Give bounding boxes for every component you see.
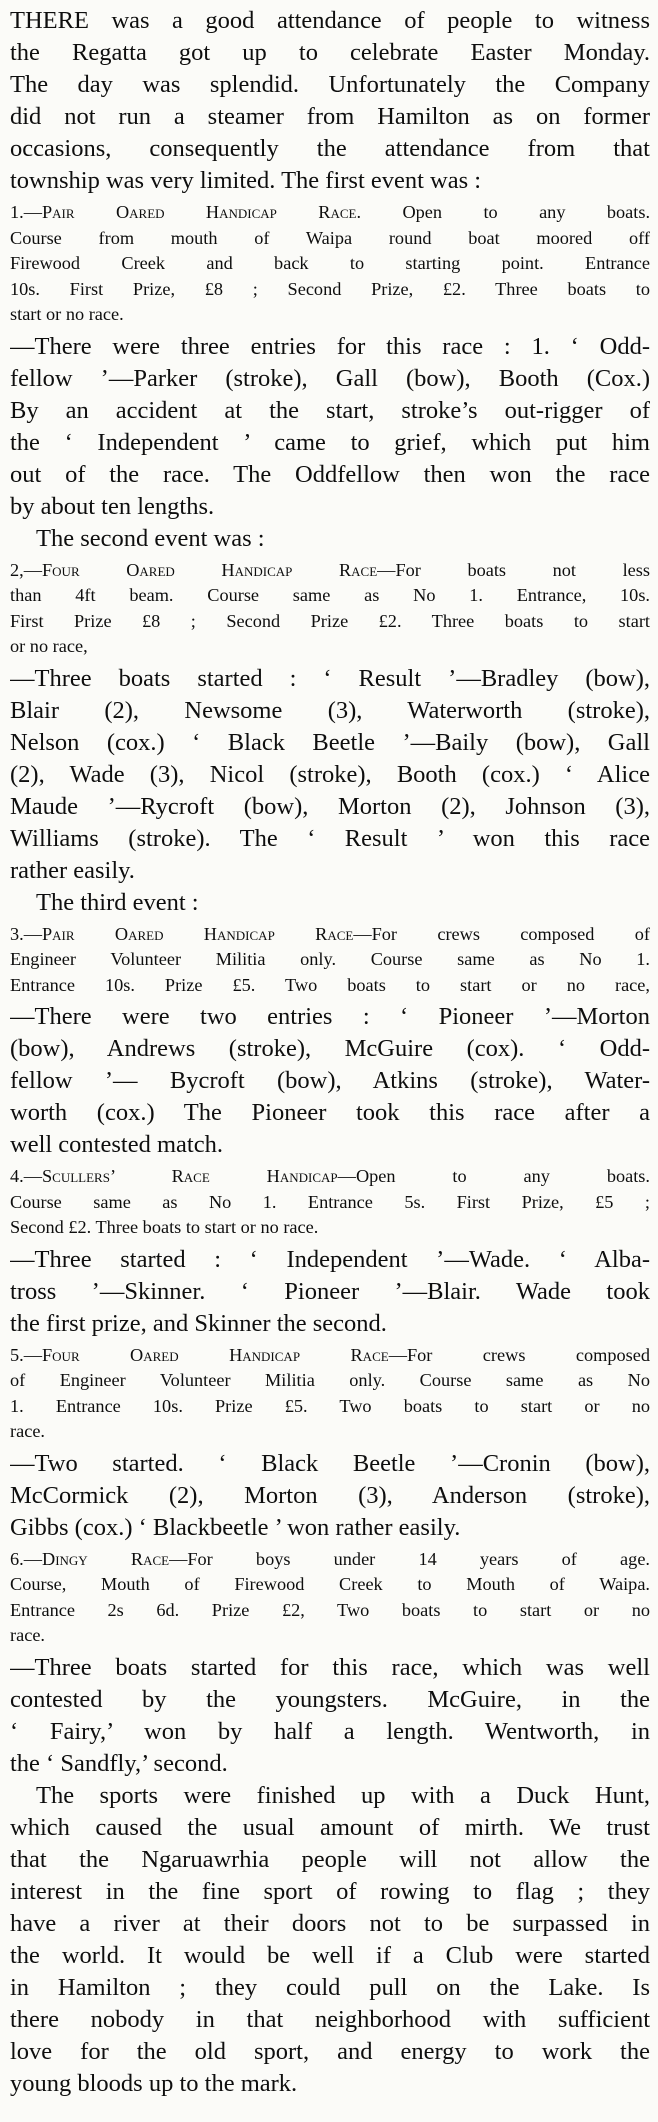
event-3-result xyxy=(10,1001,650,1161)
event-3-details xyxy=(10,923,650,998)
event-number: 5.— xyxy=(10,1344,42,1365)
text-line: —There were two entries : ‘ Pioneer ’—Morton xyxy=(10,1003,650,1030)
event-text: —Open to any boats. xyxy=(337,1166,650,1186)
text-line: which caused the usual amount of mirth. We trust xyxy=(10,1813,650,1841)
event-heading-line xyxy=(10,201,650,225)
event-heading-line xyxy=(10,559,650,583)
text-line: —Two started. ‘ Black Beetle ’—Cronin (bow), xyxy=(10,1449,650,1477)
text-line: fellow ’— Bycroft (bow), Atkins (stroke), Water- xyxy=(10,1067,650,1094)
event-text: —For boats not less xyxy=(377,559,650,580)
event-title: Scullers’ Race Handicap xyxy=(42,1166,338,1186)
event-title: Pair Oared Handicap Race xyxy=(42,923,354,944)
text-line: McCormick (2), Morton (3), Anderson (stroke), xyxy=(10,1481,650,1509)
event-line: Firewood Creek and back to starting point. Entrance xyxy=(10,253,650,273)
event-6-result xyxy=(10,1652,650,1780)
text-line: the world. It would be well if a Club were started xyxy=(10,1941,650,1969)
text-line: Nelson (cox.) ‘ Black Beetle ’—Baily (bow), Gall xyxy=(10,728,650,756)
event-title: Four Oared Handicap Race xyxy=(42,559,378,580)
event-2-details xyxy=(10,559,650,659)
text-line: township was very limited. The first event was : xyxy=(10,167,482,194)
event-text: Open to any boats. xyxy=(361,202,650,222)
event-number: 1.— xyxy=(10,202,42,222)
event-text: —For boys under 14 years of age. xyxy=(169,1548,650,1569)
closing-paragraph xyxy=(10,1780,650,2100)
text-line: —Three boats started for this race, which was well xyxy=(10,1653,650,1681)
text-line: well contested match. xyxy=(10,1131,223,1158)
text-line: —Three boats started : ‘ Result ’—Bradley (bow), xyxy=(10,664,650,692)
text-line: love for the old sport, and energy to work the xyxy=(10,2037,650,2065)
text-line: tross ’—Skinner. ‘ Pioneer ’—Blair. Wade took xyxy=(10,1277,650,1305)
text-line: worth (cox.) The Pioneer took this race after a xyxy=(10,1099,650,1126)
event-line: than 4ft beam. Course same as No 1. Entrance, 10s. xyxy=(10,585,650,605)
text-line: the ‘ Sandfly,’ second. xyxy=(10,1749,228,1777)
event-line: Engineer Volunteer Militia only. Course same as No 1. xyxy=(10,949,650,969)
event-line: Second £2. Three boats to start or no race. xyxy=(10,1217,319,1237)
event-title: Pair Oared Handicap Race. xyxy=(42,202,362,222)
text-line: —Three started : ‘ Independent ’—Wade. ‘ Alba- xyxy=(10,1245,650,1273)
event-line: start or no race. xyxy=(10,304,124,324)
event-heading-line xyxy=(10,923,650,947)
event-5-result xyxy=(10,1448,650,1544)
text-line: the first prize, and Skinner the second. xyxy=(10,1309,387,1337)
event-line: of Engineer Volunteer Militia only. Course same as No xyxy=(10,1370,650,1390)
event-line: race. xyxy=(10,1421,46,1441)
event-number: 4.— xyxy=(10,1166,42,1186)
event-number: 3.— xyxy=(10,923,42,944)
event-5-details xyxy=(10,1344,650,1444)
text-line: The third event : xyxy=(36,888,199,916)
event-line: race. xyxy=(10,1625,46,1645)
event-title: Dingy Race xyxy=(42,1548,170,1569)
text-line: did not run a steamer from Hamilton as on former xyxy=(10,103,650,130)
event-line: Course, Mouth of Firewood Creek to Mouth of Waipa. xyxy=(10,1574,650,1594)
text-line: there nobody in that neighborhood with sufficient xyxy=(10,2005,650,2033)
event-line: Course same as No 1. Entrance 5s. First Prize, £5 ; xyxy=(10,1191,650,1212)
event-4-details xyxy=(10,1165,650,1240)
text-line: Gibbs (cox.) ‘ Blackbeetle ’ won rather easily. xyxy=(10,1513,461,1541)
event-title: Four Oared Handicap Race xyxy=(42,1344,389,1365)
text-line: (2), Wade (3), Nicol (stroke), Booth (cox.) ‘ Alice xyxy=(10,760,650,788)
text-line: Maude ’—Rycroft (bow), Morton (2), Johnson (3), xyxy=(10,792,650,820)
text-line: The second event was : xyxy=(36,524,265,552)
text-line: By an accident at the start, stroke’s out-rigger of xyxy=(10,396,650,424)
event-line: Entrance 10s. Prize £5. Two boats to start or no race, xyxy=(10,974,650,995)
event-line: Course from mouth of Waipa round boat moored off xyxy=(10,227,650,248)
event-line: 10s. First Prize, £8 ; Second Prize, £2. Three boats to xyxy=(10,278,650,299)
event-line: Entrance 2s 6d. Prize £2, Two boats to start or no xyxy=(10,1599,650,1620)
text-line: fellow ’—Parker (stroke), Gall (bow), Booth (Cox.) xyxy=(10,364,650,392)
text-line: (bow), Andrews (stroke), McGuire (cox). ‘ Odd- xyxy=(10,1035,650,1062)
event-4-result xyxy=(10,1244,650,1340)
text-line: the Regatta got up to celebrate Easter Monday. xyxy=(10,39,650,66)
event-6-details xyxy=(10,1548,650,1648)
event-text: —For crews composed xyxy=(388,1344,650,1365)
text-line: rather easily. xyxy=(10,856,135,884)
event-number: 2,— xyxy=(10,559,42,580)
event-2-result xyxy=(10,663,650,919)
text-line: THERE was a good attendance of people to witness xyxy=(10,7,650,34)
event-heading-line xyxy=(10,1548,650,1572)
text-line: in Hamilton ; they could pull on the Lake. Is xyxy=(10,1973,650,2001)
intro-paragraph xyxy=(10,5,650,197)
event-heading-line xyxy=(10,1344,650,1368)
text-line: the ‘ Independent ’ came to grief, which put him xyxy=(10,428,650,456)
text-line: Williams (stroke). The ‘ Result ’ won this race xyxy=(10,824,650,852)
text-line: —There were three entries for this race : 1. ‘ Odd- xyxy=(10,332,650,360)
event-line: First Prize £8 ; Second Prize £2. Three boats to start xyxy=(10,610,650,631)
text-line: Blair (2), Newsome (3), Waterworth (stroke), xyxy=(10,696,650,724)
text-line: have a river at their doors not to be surpassed in xyxy=(10,1909,650,1937)
event-line: or no race, xyxy=(10,636,88,656)
event-heading-line xyxy=(10,1165,650,1189)
event-text: —For crews composed of xyxy=(353,923,650,944)
text-line: that the Ngaruawrhia people will not allow the xyxy=(10,1845,650,1873)
text-line: contested by the youngsters. McGuire, in the xyxy=(10,1685,650,1713)
text-line: interest in the fine sport of rowing to flag ; they xyxy=(10,1877,650,1905)
text-line: ‘ Fairy,’ won by half a length. Wentworth, in xyxy=(10,1717,650,1745)
event-line: 1. Entrance 10s. Prize £5. Two boats to start or no xyxy=(10,1395,650,1416)
text-line: The day was splendid. Unfortunately the Company xyxy=(10,71,650,98)
text-line: occasions, consequently the attendance from that xyxy=(10,135,650,162)
text-line: young bloods up to the mark. xyxy=(10,2069,298,2097)
event-number: 6.— xyxy=(10,1548,42,1569)
event-1-details xyxy=(10,201,650,327)
event-1-result xyxy=(10,331,650,555)
text-line: by about ten lengths. xyxy=(10,492,215,520)
text-line: The sports were finished up with a Duck Hunt, xyxy=(36,1781,650,1809)
text-line: out of the race. The Oddfellow then won the race xyxy=(10,460,650,488)
